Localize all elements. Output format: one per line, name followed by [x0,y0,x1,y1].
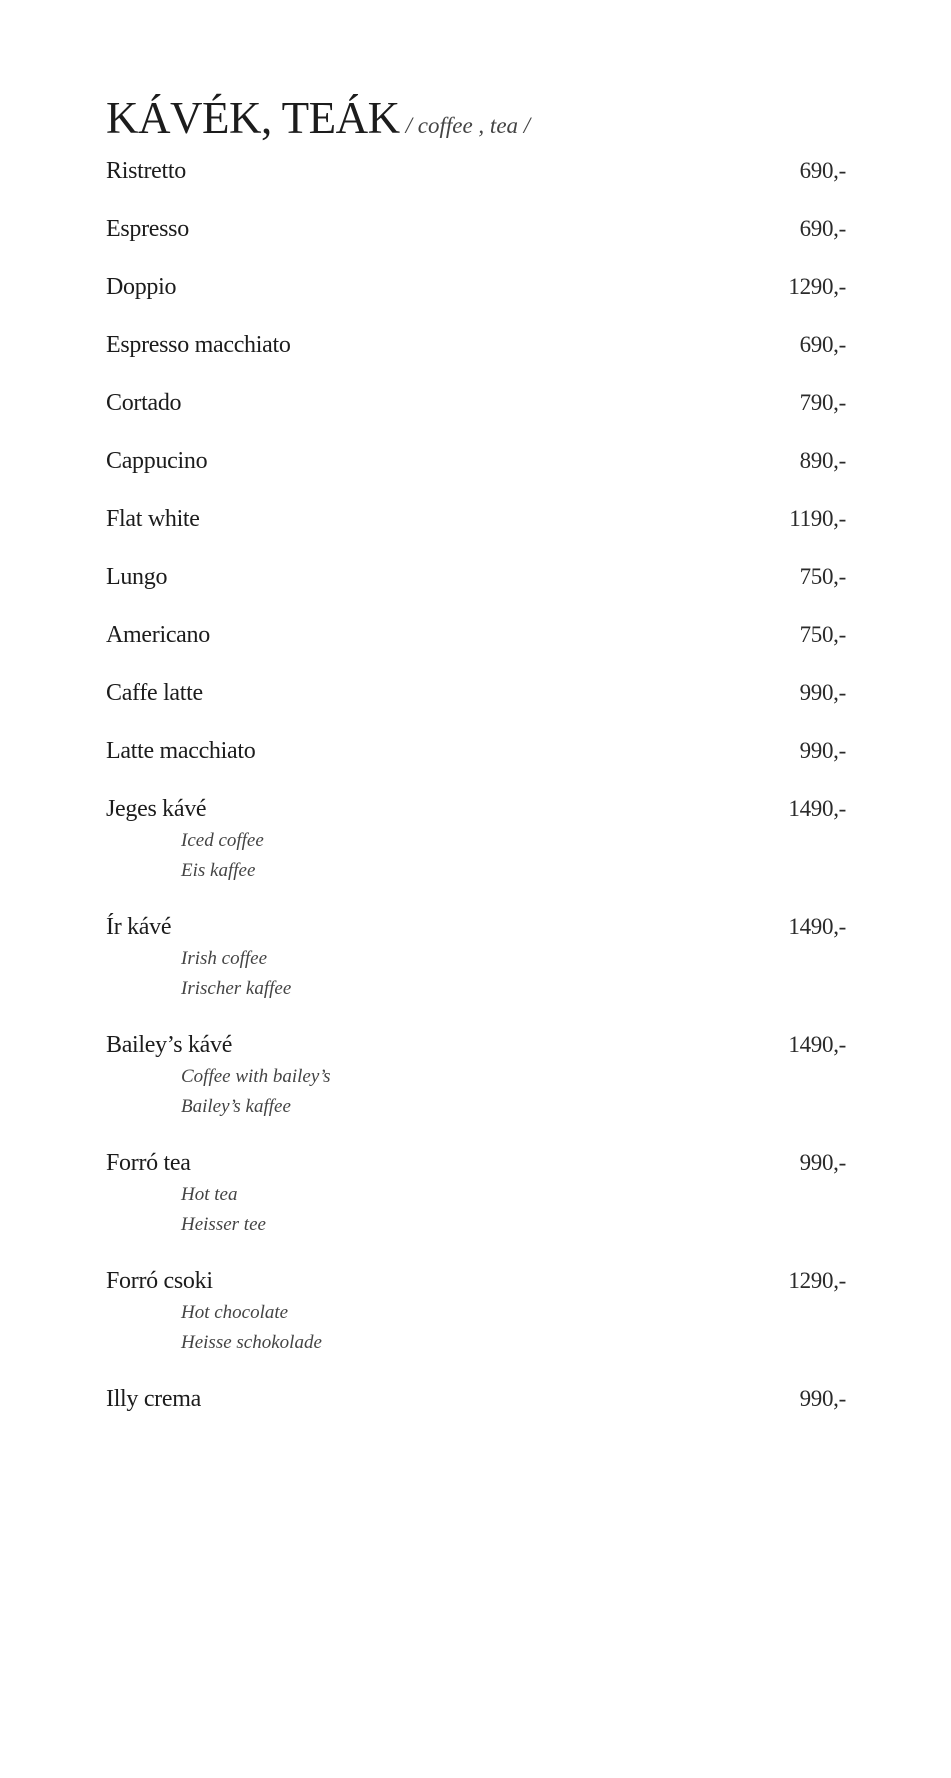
menu-list [106,154,846,1416]
item-price: 990,- [799,680,846,705]
item-translation-en: Irish coffee [181,948,268,969]
item-name: Latte macchiato [106,738,256,764]
menu-item-espresso [106,212,846,246]
item-name: Forró csoki [106,1268,213,1294]
item-translation-en: Hot chocolate [181,1302,289,1323]
menu-item-ir-kave [106,910,846,1004]
item-translation-de: Bailey’s kaffee [181,1096,291,1117]
item-price: 1490,- [788,914,846,939]
menu-item-cortado [106,386,846,420]
menu-item-ristretto [106,154,846,188]
item-name: Cortado [106,390,182,416]
item-price: 1290,- [788,1268,846,1293]
item-name: Bailey’s kávé [106,1032,233,1058]
item-price: 1290,- [788,274,846,299]
item-price: 1190,- [789,506,846,531]
item-price: 990,- [799,1386,846,1411]
menu-item-baileys-kave [106,1028,846,1122]
item-translation-de: Irischer kaffee [181,978,292,999]
item-name: Caffe latte [106,680,203,706]
item-price: 750,- [799,564,846,589]
item-price: 1490,- [788,1032,846,1057]
item-price: 750,- [799,622,846,647]
item-price: 690,- [799,158,846,183]
item-translation-en: Coffee with bailey’s [181,1066,331,1087]
page-title: KÁVÉK, TEÁK [106,93,400,143]
menu-item-espresso-macchiato [106,328,846,362]
item-translation-en: Hot tea [181,1184,238,1205]
item-price: 1490,- [788,796,846,821]
item-name: Lungo [106,564,168,590]
item-translation-de: Eis kaffee [181,860,256,881]
item-price: 790,- [799,390,846,415]
item-price: 990,- [799,1150,846,1175]
item-price: 990,- [799,738,846,763]
item-price: 890,- [799,448,846,473]
item-translation-de: Heisse schokolade [181,1332,322,1353]
menu-item-illy-crema [106,1382,846,1416]
item-name: Espresso [106,216,189,242]
item-translation-en: Iced coffee [181,830,264,851]
item-name: Doppio [106,274,177,300]
item-name: Jeges kávé [106,796,207,822]
menu-item-forro-csoki [106,1264,846,1358]
menu-item-latte-macchiato [106,734,846,768]
menu-item-flat-white [106,502,846,536]
item-name: Americano [106,622,210,648]
page-subtitle: / coffee , tea / [405,113,531,138]
menu-item-cappucino [106,444,846,478]
menu-item-lungo [106,560,846,594]
menu-header [106,93,846,154]
menu-item-jeges-kave [106,792,846,886]
menu-item-forro-tea [106,1146,846,1240]
item-translation-de: Heisser tee [181,1214,266,1235]
menu-item-americano [106,618,846,652]
item-price: 690,- [799,332,846,357]
item-name: Espresso macchiato [106,332,291,358]
item-name: Ír kávé [106,914,172,940]
menu-item-caffe-latte [106,676,846,710]
menu-item-doppio [106,270,846,304]
item-name: Cappucino [106,448,208,474]
item-name: Forró tea [106,1150,191,1176]
item-price: 690,- [799,216,846,241]
item-name: Illy crema [106,1386,201,1412]
item-name: Ristretto [106,158,186,184]
menu-page [106,93,846,1440]
item-name: Flat white [106,506,200,532]
